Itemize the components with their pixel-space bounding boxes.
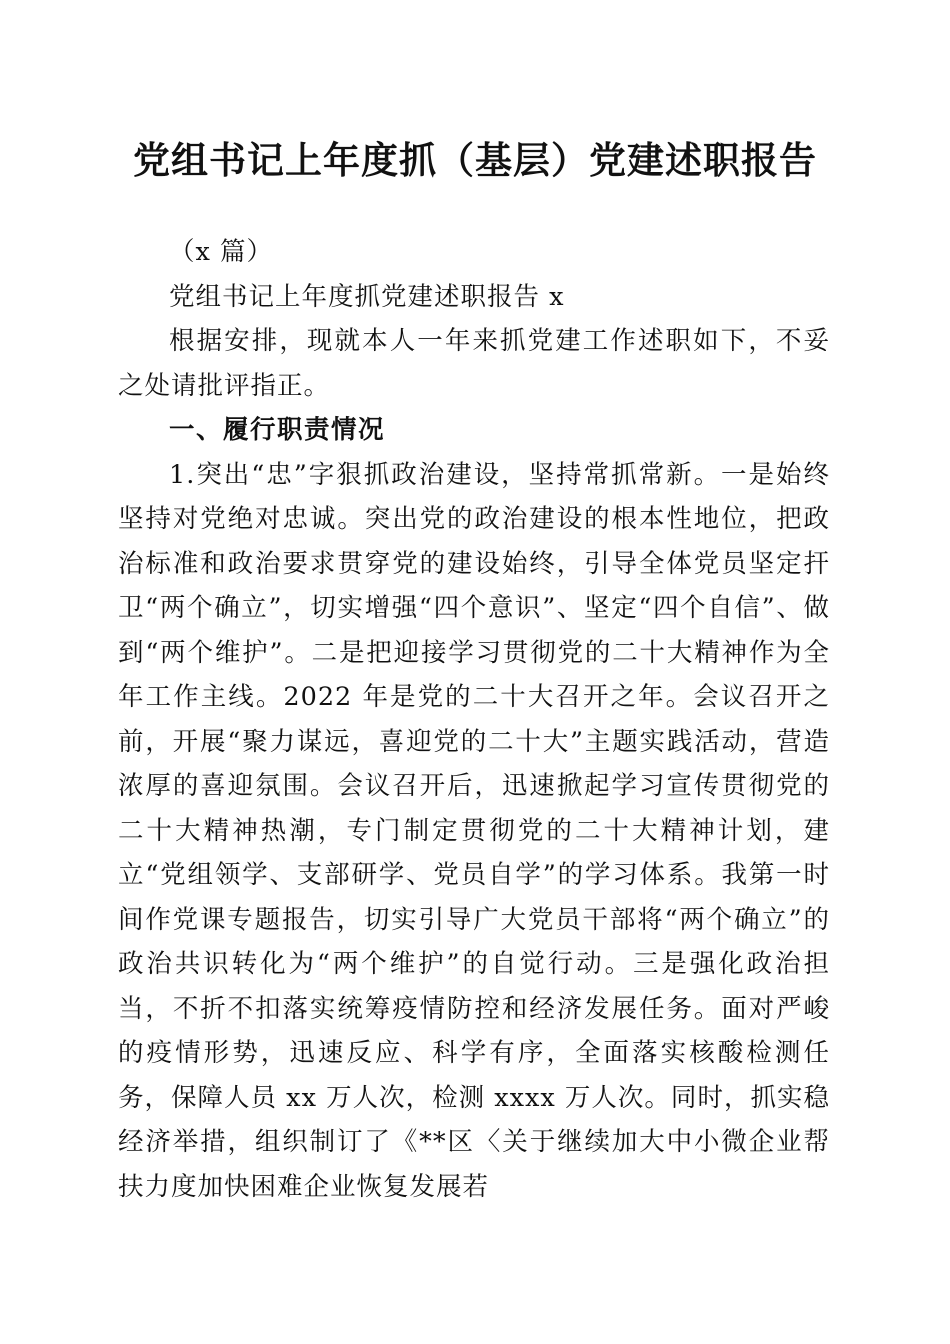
intro-paragraph: 根据安排，现就本人一年来抓党建工作述职如下，不妥之处请批评指正。 bbox=[118, 326, 830, 401]
body-paragraph: 1.突出“忠”字狠抓政治建设，坚持常抓常新。一是始终坚持对党绝对忠诚。突出党的政治建设的根本性地位，把政治标准和政治要求贯穿党的建设始终，引导全体党员坚定扞卫“两个确立”，切实增强“四个意识”、坚定“四个自信”、做到“两个维护”。二是把迎接学习贯彻党的二十大精神作为全年工作主线。2022 年是党的二十大召开之年。会议召开之前，开展“聚力谋远，喜迎党的二十大”主题实践活动，营造浓厚的喜迎氛围。会议召开后，迅速掀起学习宣传贯彻党的二十大精神热潮，专门制定贯彻党的二十大精神计划，建立“党组领学、支部研学、党员自学”的学习体系。我第一时间作党课专题报告，切实引导广大党员干部将“两个确立”的政治共识转化为“两个维护”的自觉行动。三是强化政治担当，不折不扣落实统筹疫情防控和经济发展任务。面对严峻的疫情形势，迅速反应、科学有序，全面落实核酸检测任务，保障人员 xx 万人次，检测 xxxx 万人次。同时，抓实稳经济举措，组织制订了《**区〈关于继续加大中小微企业帮扶力度加快困难企业恢复发展若 bbox=[118, 459, 830, 1202]
subtitle: （x 篇） bbox=[169, 237, 273, 267]
document-title: 党组书记上年度抓（基层）党建述职报告 bbox=[133, 138, 817, 182]
doc-name-line: 党组书记上年度抓党建述职报告 x bbox=[169, 281, 565, 312]
section-heading: 一、履行职责情况 bbox=[169, 415, 386, 445]
document-body bbox=[118, 230, 830, 1209]
